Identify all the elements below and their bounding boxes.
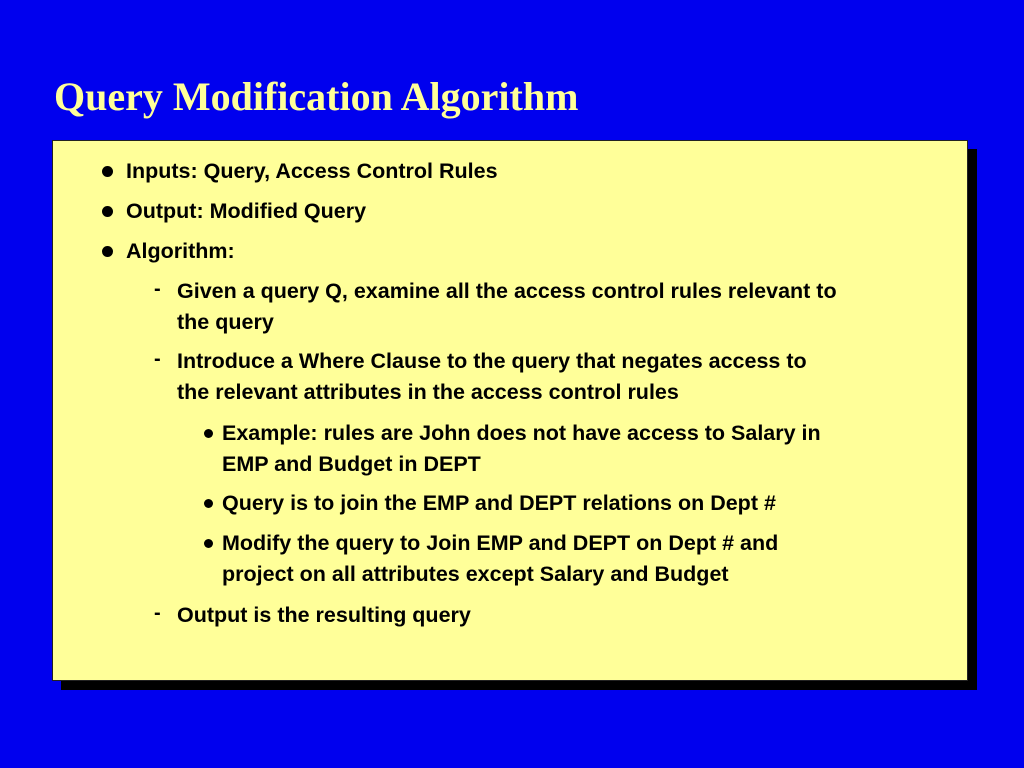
dash-icon: - [154, 278, 161, 300]
sub-item-where-clause-line-1: Introduce a Where Clause to the query that negates access to [177, 349, 807, 373]
bullet-icon [204, 499, 213, 508]
slide-title: Query Modification Algorithm [54, 74, 579, 119]
dash-icon: - [154, 348, 161, 370]
dash-icon: - [154, 602, 161, 624]
sub-item-output-result: Output is the resulting query [177, 603, 471, 627]
bullet-icon [204, 539, 213, 548]
nested-item-modify-line-1: Modify the query to Join EMP and DEPT on Dept # and [222, 531, 779, 555]
bullet-icon [102, 166, 113, 177]
bullet-icon [102, 206, 113, 217]
nested-item-join: Query is to join the EMP and DEPT relations on Dept # [222, 491, 776, 515]
sub-item-where-clause-line-2: the relevant attributes in the access control rules [177, 380, 679, 404]
bullet-icon [102, 246, 113, 257]
nested-item-modify-line-2: project on all attributes except Salary and Budget [222, 562, 729, 586]
bullet-item-output: Output: Modified Query [126, 199, 367, 223]
nested-item-example-line-1: Example: rules are John does not have access to Salary in [222, 421, 821, 445]
bullet-icon [204, 429, 213, 438]
bullet-item-algorithm: Algorithm: [126, 239, 235, 263]
bullet-item-inputs: Inputs: Query, Access Control Rules [126, 159, 498, 183]
sub-item-examine-rules-line-2: the query [177, 310, 274, 334]
sub-item-examine-rules-line-1: Given a query Q, examine all the access control rules relevant to [177, 279, 837, 303]
nested-item-example-line-2: EMP and Budget in DEPT [222, 452, 481, 476]
